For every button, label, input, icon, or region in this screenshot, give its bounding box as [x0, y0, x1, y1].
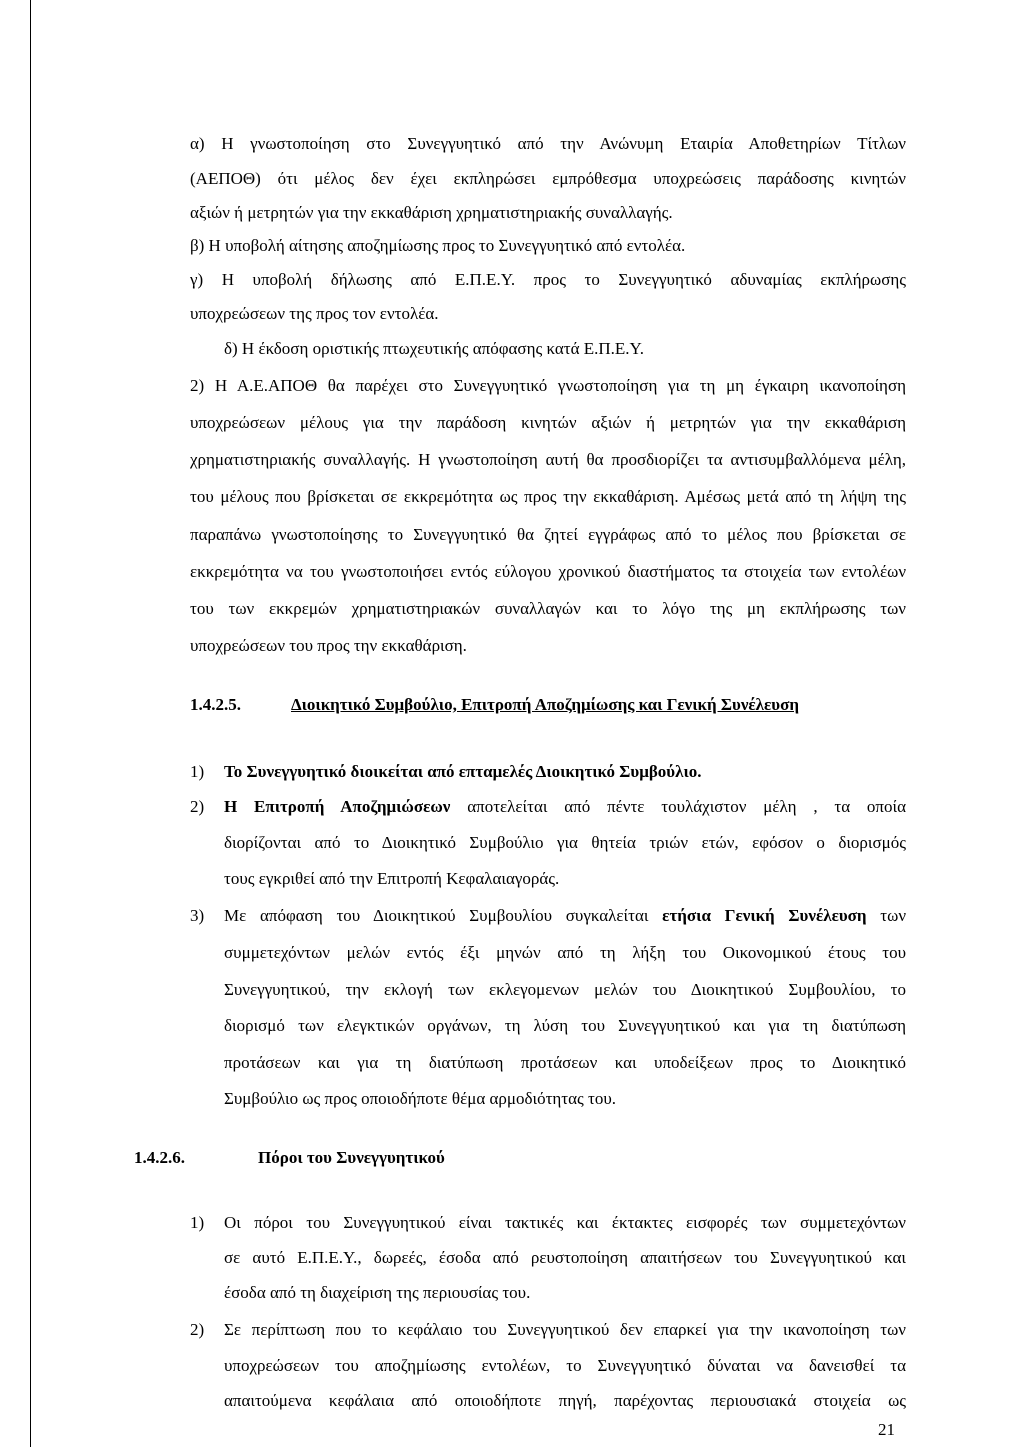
- section-5-number: 1.4.2.5.: [190, 695, 241, 714]
- section-5-title: Διοικητικό Συμβούλιο, Επιτροπή Αποζημίωσης και Γενική Συνέλευση: [291, 695, 800, 714]
- scan-edge-line: [30, 0, 31, 1447]
- s5-item1-number: 1): [190, 762, 205, 781]
- section-6-title: Πόροι του Συνεγγυητικού: [258, 1148, 445, 1167]
- s5-item2-number: 2): [190, 797, 205, 816]
- s6-item2-number: 2): [190, 1320, 205, 1339]
- item2-line-5: παραπάνω γνωστοποίησης το Συνεγγυητικό θα ζητεί εγγράφως από το μέλος που βρίσκεται σε: [190, 525, 906, 544]
- s5-item3-line-1: [224, 906, 906, 926]
- s5-item3-number: 3): [190, 906, 205, 925]
- item2-line-8: υποχρεώσεων του προς την εκκαθάριση.: [190, 636, 467, 655]
- item2-line-4: του μέλους που βρίσκεται σε εκκρεμότητα ως προς την εκκαθάριση. Αμέσως μετά από τη λήψη της: [190, 487, 906, 506]
- item2-line-6: εκκρεμότητα να του γνωστοποιήσει εντός εύλογου χρονικού διαστήματος τα στοιχεία των εντολέων: [190, 562, 906, 581]
- s6-item1-line-3: έσοδα από τη διαχείριση της περιουσίας του.: [224, 1283, 531, 1302]
- s6-item2-line-1: Σε περίπτωση που το κεφάλαιο του Συνεγγυητικού δεν επαρκεί για την ικανοποίηση των: [224, 1320, 906, 1339]
- s5-item3-pre: Με απόφαση του Διοικητικού Συμβουλίου συγκαλείται: [224, 906, 649, 925]
- item2-line-1: 2) Η Α.Ε.ΑΠΟΘ θα παρέχει στο Συνεγγυητικό γνωστοποίηση για τη μη έγκαιρη ικανοποίηση: [190, 376, 906, 395]
- item2-line-2: υποχρεώσεων μέλους για την παράδοση κινητών αξιών ή μετρητών για την εκκαθάριση: [190, 413, 906, 432]
- s6-item1-number: 1): [190, 1213, 205, 1232]
- s5-item2-line-2: διορίζονται από το Διοικητικό Συμβούλιο για θητεία τριών ετών, εφόσον ο διορισμός: [224, 833, 906, 852]
- s5-item2-first: αποτελείται από πέντε τουλάχιστον μέλη , τα οποία: [467, 797, 906, 816]
- s5-item3-post: των: [880, 906, 907, 925]
- s5-item2-line-1: [224, 797, 906, 817]
- s5-item3-line-4: διορισμό των ελεγκτικών οργάνων, τη λύση του Συνεγγυητικού και για τη διατύπωση: [224, 1016, 906, 1035]
- para-g-line-1: γ) Η υποβολή δήλωσης από Ε.Π.Ε.Υ. προς το Συνεγγυητικό αδυναμίας εκπλήρωσης: [190, 270, 906, 289]
- s5-item3-line-2: συμμετεχόντων μελών εντός έξι μηνών από τη λήξη του Οικονομικού έτους του: [224, 943, 906, 962]
- s6-item2-line-2: υποχρεώσεων του αποζημίωσης εντολέων, το Συνεγγυητικό δύναται να δανεισθεί τα: [224, 1356, 906, 1375]
- item2-line-3: χρηματιστηριακής συναλλαγής. Η γνωστοποίηση αυτή θα προσδιορίζει τα αντισυμβαλλόμενα μέλη,: [190, 450, 906, 469]
- para-d: δ) Η έκδοση οριστικής πτωχευτικής απόφασης κατά Ε.Π.Ε.Υ.: [224, 339, 644, 358]
- para-a-line-3: αξιών ή μετρητών για την εκκαθάριση χρηματιστηριακής συναλλαγής.: [190, 203, 673, 222]
- s6-item2-line-3: απαιτούμενα κεφάλαια από οποιοδήποτε πηγή, παρέχοντας περιουσιακά στοιχεία ως: [224, 1391, 906, 1410]
- s5-item2-line-3: τους εγκριθεί από την Επιτροπή Κεφαλαιαγοράς.: [224, 869, 560, 888]
- para-b: β) Η υποβολή αίτησης αποζημίωσης προς το Συνεγγυητικό από εντολέα.: [190, 236, 686, 255]
- s5-item2-bold: Η Επιτροπή Αποζημιώσεων: [224, 797, 451, 816]
- para-a-line-1: α) Η γνωστοποίηση στο Συνεγγυητικό από την Ανώνυμη Εταιρία Αποθετηρίων Τίτλων: [190, 134, 906, 153]
- page-number: 21: [878, 1420, 895, 1439]
- s5-item1-text: Το Συνεγγυητικό διοικείται από επταμελές Διοικητικό Συμβούλιο.: [224, 762, 702, 781]
- item2-line-7: του των εκκρεμών χρηματιστηριακών συναλλαγών και το λόγο της μη εκπλήρωσης των: [190, 599, 906, 618]
- s5-item3-line-5: προτάσεων και για τη διατύπωση προτάσεων και υποδείξεων προς το Διοικητικό: [224, 1053, 906, 1072]
- para-a-line-2: (ΑΕΠΟΘ) ότι μέλος δεν έχει εκπληρώσει εμπρόθεσμα υποχρεώσεις παράδοσης κινητών: [190, 169, 906, 188]
- s6-item1-line-1: Οι πόροι του Συνεγγυητικού είναι τακτικές και έκτακτες εισφορές των συμμετεχόντων: [224, 1213, 906, 1232]
- s6-item1-line-2: σε αυτό Ε.Π.Ε.Υ., δωρεές, έσοδα από ρευστοποίηση απαιτήσεων του Συνεγγυητικού και: [224, 1248, 906, 1267]
- s5-item3-line-3: Συνεγγυητικού, την εκλογή των εκλεγομενων μελών του Διοικητικού Συμβουλίου, το: [224, 980, 906, 999]
- s5-item3-bold: ετήσια Γενική Συνέλευση: [662, 906, 867, 925]
- s5-item3-line-6: Συμβούλιο ως προς οποιοδήποτε θέμα αρμοδιότητας του.: [224, 1089, 617, 1108]
- section-6-number: 1.4.2.6.: [134, 1148, 185, 1167]
- para-g-line-2: υποχρεώσεων της προς τον εντολέα.: [190, 304, 439, 323]
